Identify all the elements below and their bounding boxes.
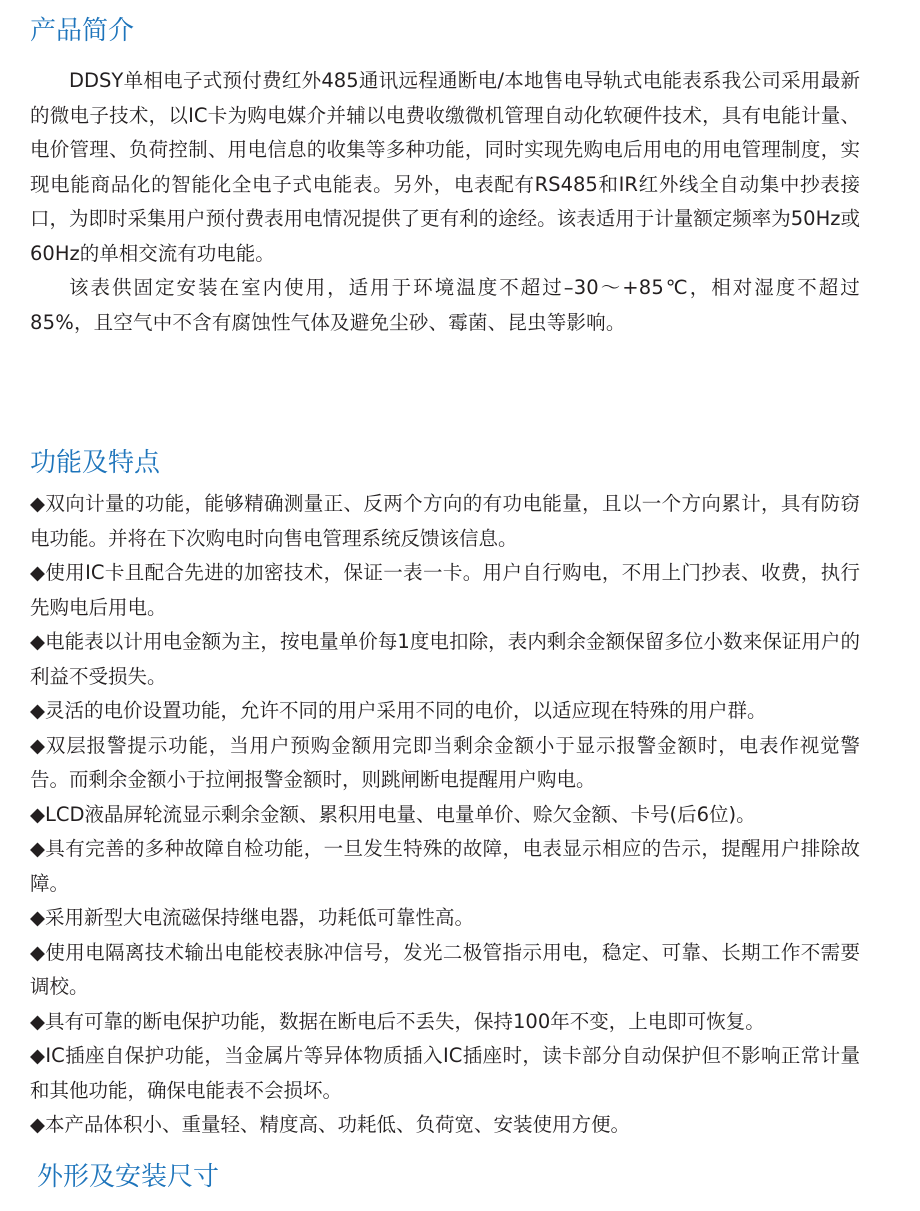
diamond-bullet-icon: ◆ (30, 1113, 45, 1136)
product-intro-body (30, 64, 860, 340)
section-heading-product-intro: 产品简介 (30, 16, 135, 46)
diamond-bullet-icon: ◆ (30, 1009, 45, 1033)
diamond-bullet-icon: ◆ (30, 906, 45, 929)
feature-item (30, 798, 860, 833)
feature-text: 使用电隔离技术输出电能校表脉冲信号，发光二极管指示用电，稳定、可靠、长期工作不需要调校。 (30, 940, 860, 998)
diamond-bullet-icon: ◆ (30, 733, 46, 757)
section-heading-dimensions: 外形及安装尺寸 (37, 1162, 220, 1192)
diamond-bullet-icon: ◆ (30, 699, 45, 722)
diamond-bullet-icon: ◆ (30, 940, 46, 964)
feature-text: IC插座自保护功能，当金属片等异体物质插入IC插座时，读卡部分自动保护但不影响正常计量和其他功能，确保电能表不会损坏。 (30, 1044, 861, 1102)
feature-text: 具有可靠的断电保护功能，数据在断电后不丢失，保持100年不变，上电即可恢复。 (45, 1009, 765, 1033)
feature-item (30, 1039, 860, 1108)
feature-text: 灵活的电价设置功能，允许不同的用户采用不同的电价，以适应现在特殊的用户群。 (45, 699, 767, 722)
diamond-bullet-icon: ◆ (30, 837, 46, 860)
section-heading-features: 功能及特点 (30, 448, 161, 478)
feature-text: 采用新型大电流磁保持继电器，功耗低可靠性高。 (45, 906, 475, 929)
feature-text: LCD液晶屏轮流显示剩余金额、累积用电量、电量单价、赊欠金额、卡号(后6位)。 (45, 802, 756, 826)
diamond-bullet-icon: ◆ (30, 492, 46, 515)
feature-text: 使用IC卡且配合先进的加密技术，保证一表一卡。用户自行购电，不用上门抄表、收费，执行先购电后用电。 (30, 561, 861, 619)
feature-text: 双向计量的功能，能够精确测量正、反两个方向的有功电能量，且以一个方向累计，具有防窃电功能。并将在下次购电时向售电管理系统反馈该信息。 (30, 492, 860, 550)
feature-item (30, 1108, 860, 1143)
intro-paragraph-2: 该表供固定安装在室内使用，适用于环境温度不超过–30～+85℃，相对湿度不超过85%，且空气中不含有腐蚀性气体及避免尘砂、霉菌、昆虫等影响。 (30, 276, 860, 334)
feature-text: 具有完善的多种故障自检功能，一旦发生特殊的故障，电表显示相应的告示，提醒用户排除故障。 (30, 837, 860, 895)
feature-item (30, 625, 860, 694)
diamond-bullet-icon: ◆ (30, 1044, 46, 1067)
feature-item (30, 694, 860, 729)
feature-item (30, 556, 860, 625)
diamond-bullet-icon: ◆ (30, 630, 46, 653)
feature-item (30, 1005, 860, 1040)
feature-item (30, 936, 860, 1005)
features-list (30, 487, 860, 1143)
feature-text: 双层报警提示功能，当用户预购金额用完即当剩余金额小于显示报警金额时，电表作视觉警告。而剩余金额小于拉闸报警金额时，则跳闸断电提醒用户购电。 (30, 733, 860, 791)
feature-item (30, 729, 860, 798)
feature-text: 本产品体积小、重量轻、精度高、功耗低、负荷宽、安装使用方便。 (45, 1113, 631, 1136)
diamond-bullet-icon: ◆ (30, 802, 45, 826)
intro-paragraph-1: DDSY单相电子式预付费红外485通讯远程通断电/本地售电导轨式电能表系我公司采用最新的微电子技术，以IC卡为购电媒介并辅以电费收缴微机管理自动化软硬件技术，具有电能计量、电价管理、负荷控制、用电信息的收集等多种功能，同时实现先购电后用电的用电管理制度，实现电能商品化的智能化全电子式电能表。另外，电表配有RS485和IR红外线全自动集中抄表接口，为即时采集用户预付费表用电情况提供了更有利的途经。该表适用于计量额定频率为50Hz或60Hz的单相交流有功电能。 (30, 69, 860, 265)
feature-text: 电能表以计用电金额为主，按电量单价每1度电扣除，表内剩余金额保留多位小数来保证用户的利益不受损失。 (30, 630, 860, 688)
feature-item (30, 487, 860, 556)
diamond-bullet-icon: ◆ (30, 561, 46, 584)
feature-item (30, 901, 860, 936)
feature-item (30, 832, 860, 901)
